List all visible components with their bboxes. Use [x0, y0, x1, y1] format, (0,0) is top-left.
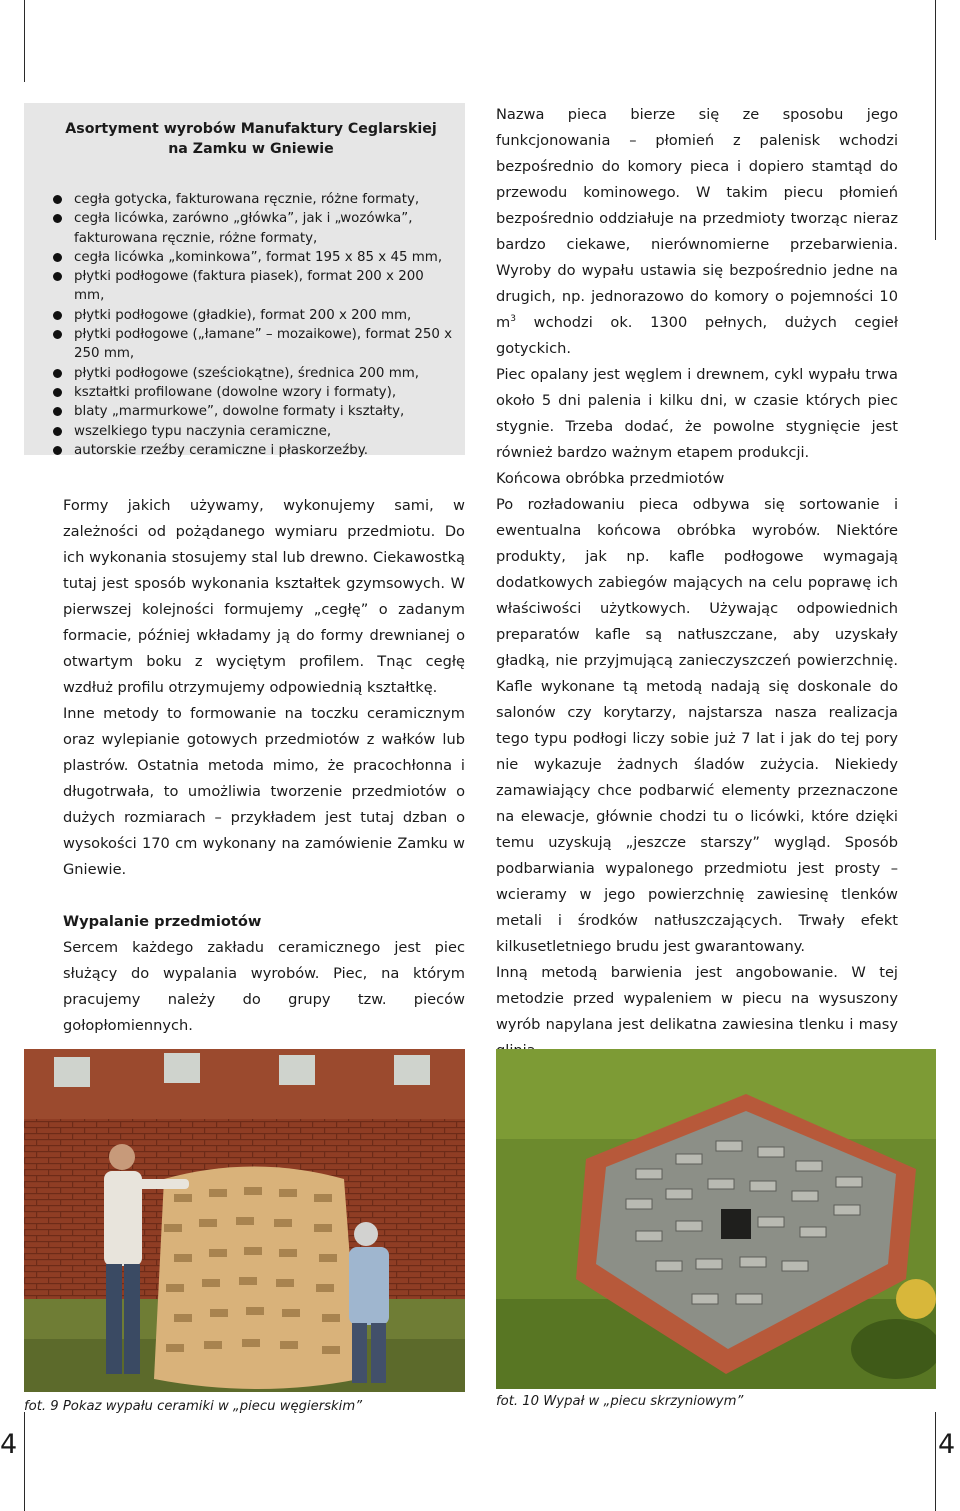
list-item: cegła gotycka, fakturowana ręcznie, różne formaty, — [49, 190, 453, 209]
product-range-box — [24, 103, 465, 458]
superscript: 3 — [510, 314, 516, 325]
list-item: wszelkiego typu naczynia ceramiczne, — [49, 422, 453, 441]
list-item: autorskie rzeźby ceramiczne i płaskorzeźby. — [49, 441, 453, 460]
list-item: płytki podłogowe (faktura piasek), format 200 x 200 mm, — [49, 267, 453, 306]
paragraph-kiln-name-text: Nazwa pieca bierze się ze sposobu jego funkcjonowania – płomień z palenisk wchodzi bezpośrednio do komory pieca i dopiero stamtąd do przewodu kominowego. W takim piecu płomień bezpośrednio oddziałuje na przedmioty tworząc nieraz bardzo ciekawe, nierównomierne przebarwienia. Wyroby do wypału ustawia się bezpośrednio jedne na drugich, np. jednorazowo do komory o pojemności 10 m — [496, 106, 898, 331]
product-list — [49, 190, 453, 460]
section-heading-firing: Wypalanie przedmiotów — [63, 913, 262, 930]
caption-photo-10: fot. 10 Wypał w „piecu skrzyniowym” — [496, 1394, 744, 1409]
paragraph-kiln: Sercem każdego zakładu ceramicznego jest piec służący do wypalania wyrobów. Piec, na którym pracujemy należy do grupy tzw. pieców gołopłomiennych. — [63, 939, 465, 1034]
right-text-column-top — [496, 102, 898, 466]
list-item: cegła licówka, zarówno „główka”, jak i „wozówka”, fakturowana ręcznie, różne formaty, — [49, 209, 453, 248]
paragraph-methods: Inne metody to formowanie na toczku ceramicznym oraz wylepianie gotowych przedmiotów z wałków lub plastrów. Ostatnia metoda mimo, że pracochłonna i długotrwała, to umożliwia tworzenie przedmiotów o dużych rozmiarach – przykładem jest tutaj dzban o wysokości 170 cm wykonany na zamówienie Zamku w Gniewie. — [63, 705, 465, 878]
caption-photo-9: fot. 9 Pokaz wypału ceramiki w „piecu węgierskim” — [24, 1399, 363, 1414]
product-range-title — [49, 119, 453, 159]
paragraph-firing-cycle: Piec opalany jest węglem i drewnem, cykl wypału trwa około 5 dni palenia i kilku dni, w czasie których piec stygnie. Trzeba dodać, że powolne stygnięcie jest również bardzo ważnym etapem produkcji. — [496, 366, 898, 461]
paragraph-forms: Formy jakich używamy, wykonujemy sami, w zależności od pożądanego wymiaru przedmiotu. Do ich wykonania stosujemy stal lub drewno. Ciekawostką tutaj jest sposób wykonania kształtek gzymsowych. W pierwszej kolejności formujemy „cegłę” o zadanym formacie, później wkładamy ją do formy drewnianej o otwartym boku z wyciętym profilem. Tnąc cegłę wzdłuż profilu otrzymujemy odpowiednią kształtkę. — [63, 497, 465, 696]
list-item: blaty „marmurkowe”, dowolne formaty i kształty, — [49, 402, 453, 421]
paragraph-kiln-name — [496, 102, 898, 362]
page-number-left: 4 — [0, 1429, 18, 1460]
crop-mark-top-right — [935, 0, 936, 240]
list-item: płytki podłogowe (gładkie), format 200 x 200 mm, — [49, 306, 453, 325]
page-number-right: 4 — [938, 1429, 956, 1460]
crop-mark-bottom-left — [24, 1412, 25, 1511]
paragraph-finishing: Po rozładowaniu pieca odbywa się sortowanie i ewentualna końcowa obróbka wyrobów. Niektóre produkty, jak np. kafle podłogowe wymagają dodatkowych zabiegów mających na celu poprawę ich właściwości użytkowych. Używając odpowiednich preparatów kafle są natłuszczane, aby uzyskały gładką, nie przyjmującą zanieczyszczeń powierzchnię. Kafle wykonane tą metodą nadają się doskonale do salonów czy korytarzy, najstarsza nasza realizacja tego typu podłogi liczy sobie już 7 lat i jak do tej pory nie wykazuje żadnych śladów zużycia. Niekiedy zamawiający chce podbarwić elementy przeznaczone na elewacje, głównie chodzi tu o licówki, które dzięki temu uzyskują „jeszcze starszy” wygląd. Sposób podbarwiania wypalonego przedmiotu jest prosty – wcieramy w jego powierzchnię zawiesinę tlenków metali i środków natłuszczających. Trwały efekt kilkusetletniego brudu jest gwarantowany. — [496, 496, 898, 955]
right-text-column-bottom — [496, 466, 898, 1064]
list-item: płytki podłogowe („łamane” – mozaikowe), format 250 x 250 mm, — [49, 325, 453, 364]
product-range-title-line1: Asortyment wyrobów Manufaktury Ceglarskiej — [65, 121, 437, 137]
section-heading-finishing: Końcowa obróbka przedmiotów — [496, 470, 725, 487]
paragraph-kiln-name-end: wchodzi ok. 1300 pełnych, dużych cegieł gotyckich. — [496, 314, 898, 357]
list-item: kształtki profilowane (dowolne wzory i formaty), — [49, 383, 453, 402]
list-item: płytki podłogowe (sześciokątne), średnica 200 mm, — [49, 364, 453, 383]
paragraph-engobe: Inną metodą barwienia jest angobowanie. W tej metodzie przed wypaleniem w piecu na wysuszony wyrób napylana jest delikatna zawiesina tlenku i masy — [496, 964, 898, 1033]
crop-mark-bottom-right — [935, 1412, 936, 1511]
crop-mark-top-left — [24, 0, 25, 82]
product-range-title-line2: na Zamku w Gniewie — [168, 141, 334, 157]
left-text-column — [63, 493, 465, 1039]
photo-box-kiln — [496, 1049, 936, 1389]
photo-hungarian-kiln — [24, 1049, 465, 1392]
list-item: cegła licówka „kominkowa”, format 195 x 85 x 45 mm, — [49, 248, 453, 267]
